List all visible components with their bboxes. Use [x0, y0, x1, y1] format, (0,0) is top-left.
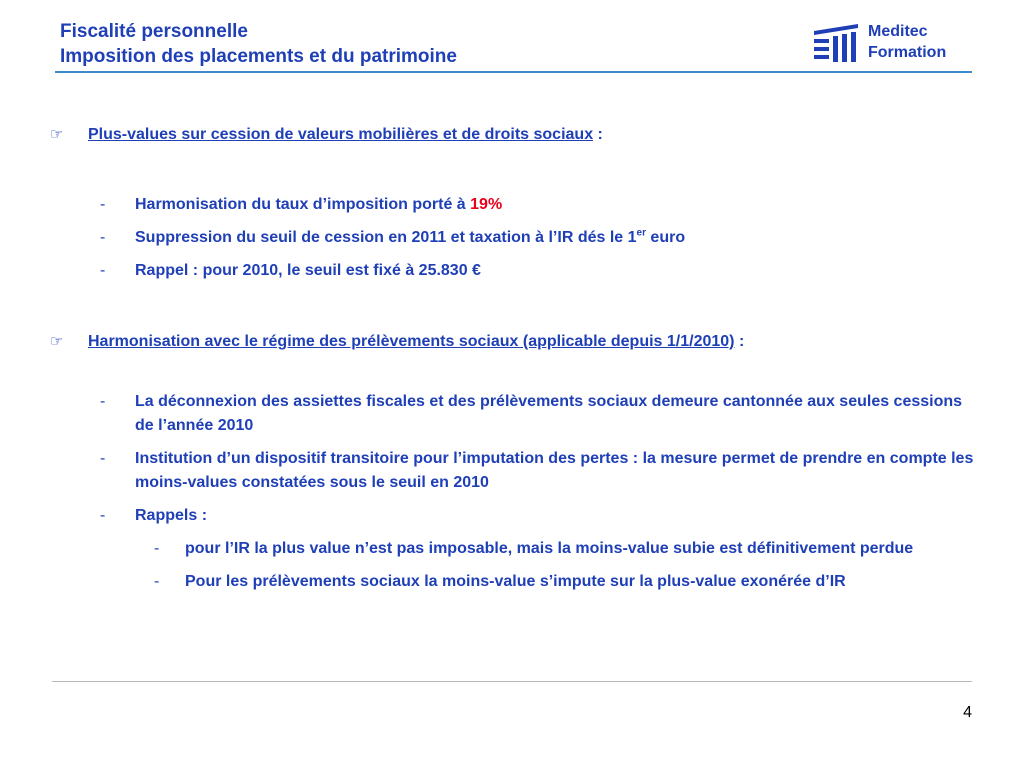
section2-subitem2-text: Pour les prélèvements sociaux la moins-value s’impute sur la plus-value exonérée d’IR [185, 573, 846, 590]
meditec-logo-icon [812, 22, 860, 64]
section1-item [50, 259, 980, 283]
section2-item [50, 447, 980, 495]
dash-bullet: - [100, 450, 106, 467]
dash-bullet: - [154, 540, 160, 557]
superscript-er: er [636, 227, 646, 239]
section2-item3-text: Rappels : [135, 507, 208, 524]
section1-heading [50, 123, 980, 147]
title-divider [55, 71, 972, 73]
section2-subitem [50, 537, 980, 561]
slide-title [60, 19, 457, 69]
section2-heading [50, 330, 980, 354]
dash-bullet: - [100, 393, 106, 410]
section2-heading-text: Harmonisation avec le régime des prélèvements sociaux (applicable depuis 1/1/2010) [88, 333, 735, 350]
page-number: 4 [963, 704, 972, 721]
section1-item2-after: euro [645, 229, 686, 246]
dash-bullet: - [100, 229, 106, 246]
logo-line2: Formation [868, 44, 947, 61]
slide-title-line1: Fiscalité personnelle [60, 21, 248, 42]
logo-line1: Meditec [868, 23, 928, 40]
section1-item [50, 226, 980, 250]
footer-divider [52, 681, 972, 682]
dash-bullet: - [154, 573, 160, 590]
section1-item1-text: Harmonisation du taux d’imposition porté à [135, 196, 471, 213]
slide-content [50, 123, 980, 603]
dash-bullet: - [100, 196, 106, 213]
section1-heading-text: Plus-values sur cession de valeurs mobilières et de droits sociaux [88, 126, 594, 143]
section1-item2-text: Suppression du seuil de cession en 2011 et taxation à l’IR dés le 1 [135, 229, 637, 246]
section2-item1-text: La déconnexion des assiettes fiscales et des prélèvements sociaux demeure cantonnée aux seules cessions de l’année 2010 [135, 393, 963, 434]
section1-item3-text: Rappel : pour 2010, le seuil est fixé à 25.830 € [135, 262, 481, 279]
section1-item [50, 193, 980, 217]
section2-heading-suffix: : [734, 333, 745, 350]
section2-item [50, 390, 980, 438]
meditec-logo [812, 20, 972, 66]
section2-item2-text: Institution d’un dispositif transitoire pour l’imputation des pertes : la mesure permet de prendre en compte les moins-values constatées sous le seuil en 2010 [135, 450, 974, 491]
slide-title-line2: Imposition des placements et du patrimoine [60, 46, 457, 67]
logo-text [868, 21, 946, 63]
section2-subitem1-text: pour l’IR la plus value n’est pas imposable, mais la moins-value subie est définitivement perdue [185, 540, 914, 557]
pointing-hand-icon: ☞ [50, 126, 64, 143]
rate-highlight: 19% [470, 196, 503, 213]
section2-subitem [50, 570, 980, 594]
dash-bullet: - [100, 507, 106, 524]
dash-bullet: - [100, 262, 106, 279]
pointing-hand-icon: ☞ [50, 333, 64, 350]
section2-item [50, 504, 980, 528]
section1-heading-suffix: : [593, 126, 603, 143]
